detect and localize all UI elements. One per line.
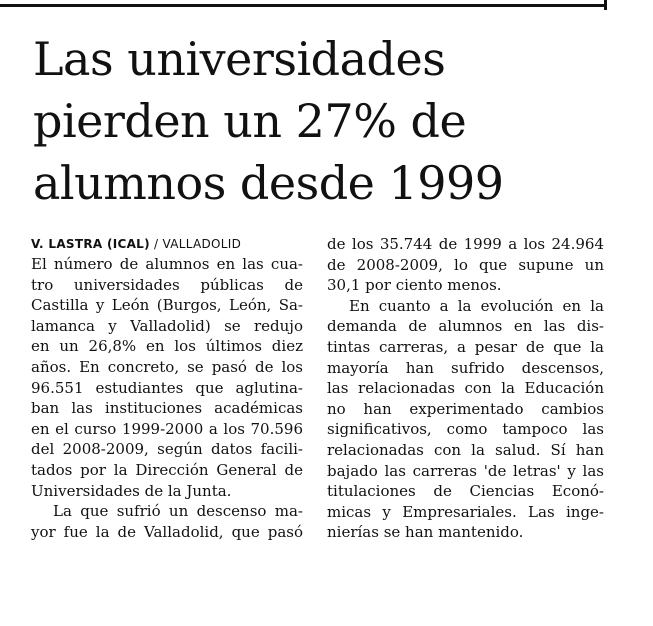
- paragraph-line: 30,1 por ciento menos.: [327, 276, 502, 295]
- paragraph-line: lamanca y Valladolid) se redujo: [31, 316, 303, 335]
- paragraph-line: mayoría han sufrido descensos,: [327, 358, 604, 377]
- paragraph-line: La que sufrió un descenso ma-: [53, 502, 303, 521]
- paragraph-line: no han experimentado cambios: [327, 399, 604, 418]
- paragraph-line: tro universidades públicas de: [31, 275, 303, 294]
- byline-separator: /: [149, 237, 163, 251]
- top-rule: [0, 4, 606, 7]
- paragraph-line: en un 26,8% en los últimos diez: [31, 337, 303, 356]
- paragraph-line: yor fue la de Valladolid, que pasó: [31, 522, 303, 541]
- headline-line-1: Las universidades: [33, 32, 446, 86]
- paragraph-line: significativos, como tampoco las: [327, 420, 604, 439]
- paragraph-line: las relacionadas con la Educación: [327, 379, 604, 398]
- paragraph-line: nierías se han mantenido.: [327, 523, 524, 542]
- paragraph-line: en el curso 1999-2000 a los 70.596: [31, 419, 303, 438]
- paragraph-line: tados por la Dirección General de: [31, 460, 303, 479]
- paragraph-line: Universidades de la Junta.: [31, 481, 232, 500]
- paragraph-line: años. En concreto, se pasó de los: [31, 357, 303, 376]
- paragraph-line: de 2008-2009, lo que supune un: [327, 255, 604, 274]
- paragraph-line: demanda de alumnos en las dis-: [327, 317, 604, 336]
- paragraph-line: titulaciones de Ciencias Econó-: [327, 482, 604, 501]
- paragraph-line: ban las instituciones académicas: [31, 399, 303, 418]
- article-column-right: [327, 234, 604, 543]
- paragraph-line: Castilla y León (Burgos, León, Sa-: [31, 296, 303, 315]
- paragraph-line: 96.551 estudiantes que aglutina-: [31, 378, 303, 397]
- headline-line-2: pierden un 27% de: [33, 94, 467, 148]
- headline-line-3: alumnos desde 1999: [33, 156, 504, 210]
- headline: [33, 28, 613, 214]
- paragraph-line: de los 35.744 de 1999 a los 24.964: [327, 235, 604, 253]
- paragraph-line: En cuanto a la evolución en la: [349, 296, 604, 315]
- paragraph-line: relacionadas con la salud. Sí han: [327, 440, 604, 459]
- byline: [31, 234, 303, 254]
- paragraph-line: del 2008-2009, según datos facili-: [31, 440, 303, 459]
- paragraph-line: micas y Empresariales. Las inge-: [327, 502, 604, 521]
- paragraph-line: bajado las carreras 'de letras' y las: [327, 461, 604, 480]
- paragraph-line: tintas carreras, a pesar de que la: [327, 337, 604, 356]
- byline-author: V. LASTRA (ICAL): [31, 237, 150, 251]
- corner-rule: [604, 0, 607, 10]
- paragraph-line: El número de alumnos en las cua-: [31, 255, 303, 273]
- article-column-left: [31, 234, 303, 542]
- byline-location: VALLADOLID: [162, 237, 242, 251]
